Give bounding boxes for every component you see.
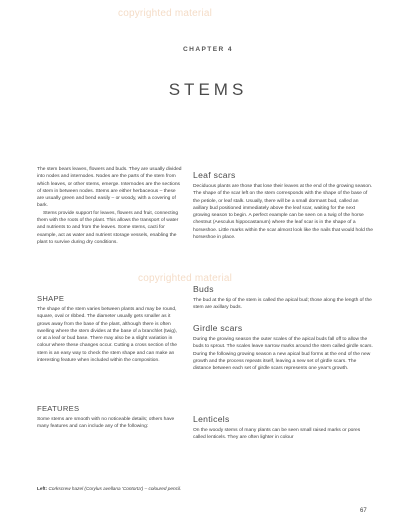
buds-paragraph: The bud at the tip of the stem is called the apical bud; those along the length of the stem are axillary buds. [193,298,372,311]
girdle-scars-paragraph: During the growing season the outer scales of the apical buds fall off to allow the buds to sprout. The scales leave narrow marks around the stem called girdle scars. During the following growing season a new apical bud forms at the end of the new growth and the process repeats itself, leaving a new set of girdle scars. The distance between each set of girdle scars represents one year's growth. [193,337,373,372]
shape-paragraph: The shape of the stem varies between plants and may be round, square, oval or ribbed. The diameter usually gets smaller as it grows away from the base of the plant, although there is often swelling where the stem divides at the base of a branchlet (twig), or at a leaf or bud base. There may also be a slight variation in colour where these changes occur. Cutting a cross section of the stem is an easy way to check the stem shape and can make an interesting feature when included within the composition. [37,307,178,364]
buds-section [193,284,373,312]
caption-prefix: Left: [37,486,49,491]
page-number: 67 [360,508,367,514]
intro-paragraph-1: The stem bears leaves, flowers and buds. They are usually divided into nodes and internodes. Nodes are the parts of the stem from which leaves, or other stems, emerge. Internodes are the sections of stem in between nodes. Stems are either herbaceous – these are usually green and bend easily – or woody, with a covering of bark. [37,167,182,209]
intro-paragraph-2: Stems provide support for leaves, flowers and fruit, connecting them with the roots of the plant. This allows the transport of water and nutrients to and from the leaves. Some stems, cacti for example, act as water and nutrient storage vessels, enabling the plant to survive during dry conditions. [37,210,179,245]
chapter-title: STEMS [168,80,248,99]
girdle-scars-section [193,323,373,372]
shape-heading: SHAPE [37,294,65,303]
watermark-text: copyrighted material [118,8,213,19]
chapter-label: CHAPTER 4 [183,46,233,53]
leaf-scars-section [193,170,373,241]
caption-text: Corkscrew hazel (Corylus avellana 'Contorta') – coloured pencil. [48,486,182,491]
shape-section [37,294,182,364]
watermark-text-2: copyrighted material [138,273,233,284]
features-section [37,404,182,431]
figure-caption [37,486,337,491]
features-heading: FEATURES [37,404,80,413]
leaf-scars-paragraph: Deciduous plants are those that lose their leaves at the end of the growing season. The shape of the scar left on the stem corresponds with the shape of the base of the petiole, or leaf stalk. Usually, there will be a small dormant bud, called an axillary bud positioned immediately above the leaf scar, waiting for the next growing season to begin. A perfect example can be seen on a twig of the horse chestnut (Aesculus hippocastanum) where the leaf scar is in the shape of a horseshoe. Little marks within the scar almost look like the nails that would hold the horseshoe in place. [193,184,373,241]
lenticels-paragraph: On the woody stems of many plants can be seen small raised marks or pores called lenticels. They are often lighter in colour [193,428,361,441]
girdle-scars-heading: Girdle scars [193,323,243,333]
buds-heading: Buds [193,284,214,294]
lenticels-section [193,414,373,442]
features-paragraph: Some stems are smooth with no noticeable details; others have many features and can include any of the following: [37,417,175,430]
lenticels-heading: Lenticels [193,414,230,424]
intro-section [37,166,182,246]
leaf-scars-heading: Leaf scars [193,170,236,180]
